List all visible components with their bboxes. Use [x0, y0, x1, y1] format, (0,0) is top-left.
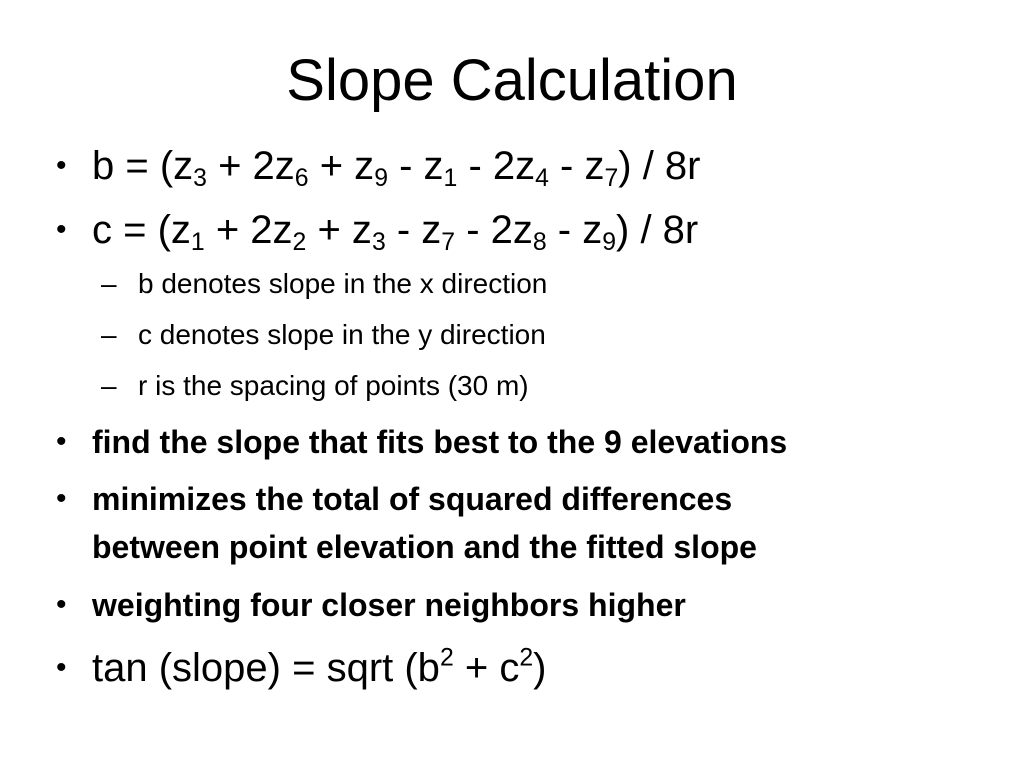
sub-item-c-definition: c denotes slope in the y direction: [138, 319, 546, 350]
bullet-icon: •: [56, 482, 67, 515]
bullet-icon: •: [56, 425, 67, 458]
bullet-minimizes-line1: minimizes the total of squared differences: [92, 481, 733, 517]
bullet-icon: •: [56, 588, 67, 621]
bullet-icon: •: [56, 651, 67, 684]
bullet-icon: •: [56, 213, 67, 246]
bullet-weighting: weighting four closer neighbors higher: [92, 587, 686, 623]
dash-icon: –: [101, 268, 117, 299]
bullet-icon: •: [56, 149, 67, 182]
dash-icon: –: [101, 319, 117, 350]
bullet-minimizes-line2: between point elevation and the fitted slope: [92, 529, 757, 565]
slide-title: Slope Calculation: [286, 48, 738, 113]
sub-item-b-definition: b denotes slope in the x direction: [138, 268, 548, 299]
sub-item-r-definition: r is the spacing of points (30 m): [138, 370, 529, 401]
formula-c: $c = (z_1 + 2z_2 + z_3 - z_7 - 2z_8 - z_9) / 8r$: [92, 208, 699, 256]
dash-icon: –: [101, 370, 117, 401]
formula-b: $b = (z_3 + 2z_6 + z_9 - z_1 - 2z_4 - z_7) / 8r$: [92, 144, 701, 192]
formula-tan-slope: tan (slope) = sqrt $(b^2 + c^2)$: [92, 644, 547, 690]
bullet-best-fit: find the slope that fits best to the 9 elevations: [92, 424, 788, 460]
